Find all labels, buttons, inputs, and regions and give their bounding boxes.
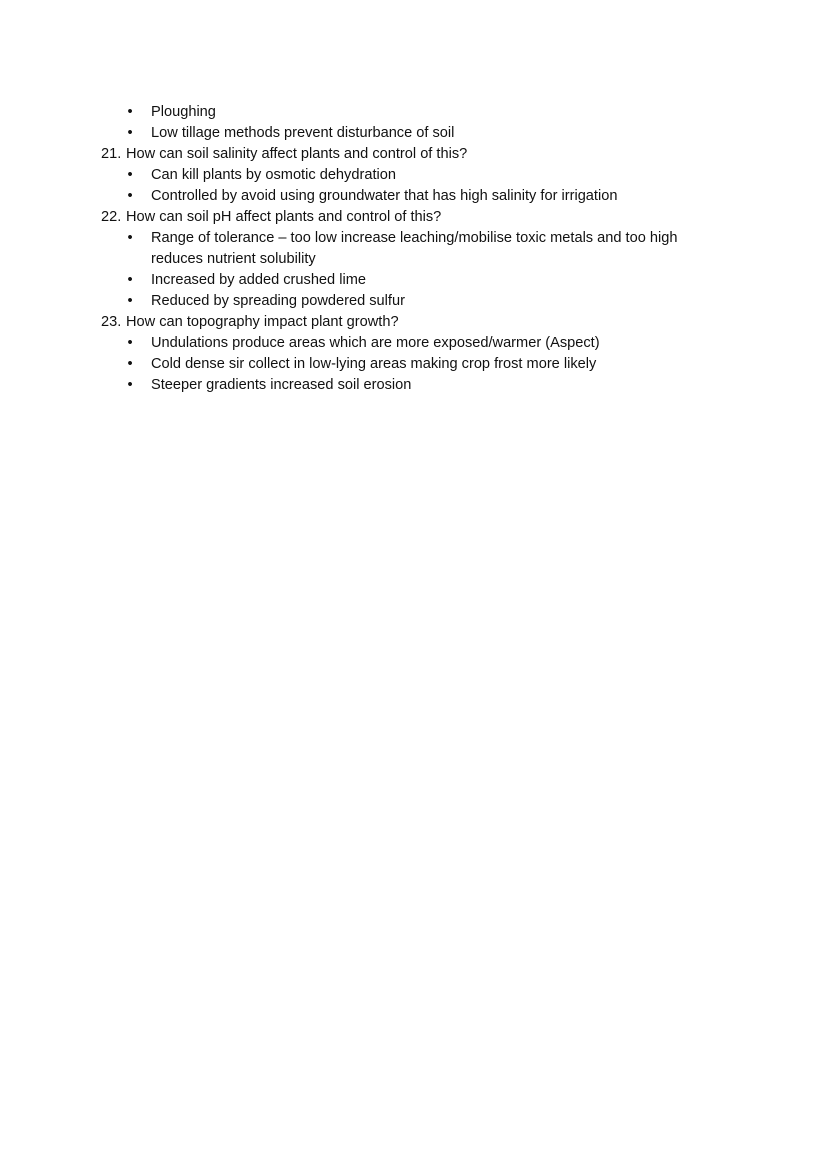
line-text: Can kill plants by osmotic dehydration xyxy=(151,167,396,183)
bullet-icon: • xyxy=(127,104,133,120)
bullet-item xyxy=(0,354,828,375)
question-item xyxy=(0,144,828,165)
bullet-icon: • xyxy=(127,230,133,246)
line-text: Range of tolerance – too low increase leaching/mobilise toxic metals and too high xyxy=(151,230,678,246)
line-text: Reduced by spreading powdered sulfur xyxy=(151,293,405,309)
bullet-continuation xyxy=(0,249,828,270)
question-item xyxy=(0,312,828,333)
line-text: Cold dense sir collect in low-lying areas making crop frost more likely xyxy=(151,356,597,372)
question-number: 22. xyxy=(101,209,122,225)
bullet-icon: • xyxy=(127,125,133,141)
question-number: 21. xyxy=(101,146,122,162)
line-text: How can soil salinity affect plants and control of this? xyxy=(126,146,468,162)
bullet-item xyxy=(0,375,828,396)
bullet-item xyxy=(0,186,828,207)
bullet-icon: • xyxy=(127,167,133,183)
bullet-item xyxy=(0,102,828,123)
document-page xyxy=(0,102,828,396)
question-number: 23. xyxy=(101,314,122,330)
line-text: Increased by added crushed lime xyxy=(151,272,366,288)
line-text: How can topography impact plant growth? xyxy=(126,314,399,330)
bullet-item xyxy=(0,228,828,249)
bullet-icon: • xyxy=(127,272,133,288)
line-text: Steeper gradients increased soil erosion xyxy=(151,377,412,393)
line-text: Undulations produce areas which are more exposed/warmer (Aspect) xyxy=(151,335,600,351)
bullet-icon: • xyxy=(127,356,133,372)
bullet-item xyxy=(0,270,828,291)
line-text: reduces nutrient solubility xyxy=(151,251,316,267)
line-text: Low tillage methods prevent disturbance of soil xyxy=(151,125,455,141)
bullet-icon: • xyxy=(127,188,133,204)
line-text: Controlled by avoid using groundwater that has high salinity for irrigation xyxy=(151,188,618,204)
bullet-icon: • xyxy=(127,335,133,351)
bullet-icon: • xyxy=(127,377,133,393)
bullet-item xyxy=(0,165,828,186)
bullet-icon: • xyxy=(127,293,133,309)
bullet-item xyxy=(0,123,828,144)
bullet-item xyxy=(0,291,828,312)
bullet-item xyxy=(0,333,828,354)
question-item xyxy=(0,207,828,228)
line-text: Ploughing xyxy=(151,104,216,120)
line-text: How can soil pH affect plants and control of this? xyxy=(126,209,442,225)
